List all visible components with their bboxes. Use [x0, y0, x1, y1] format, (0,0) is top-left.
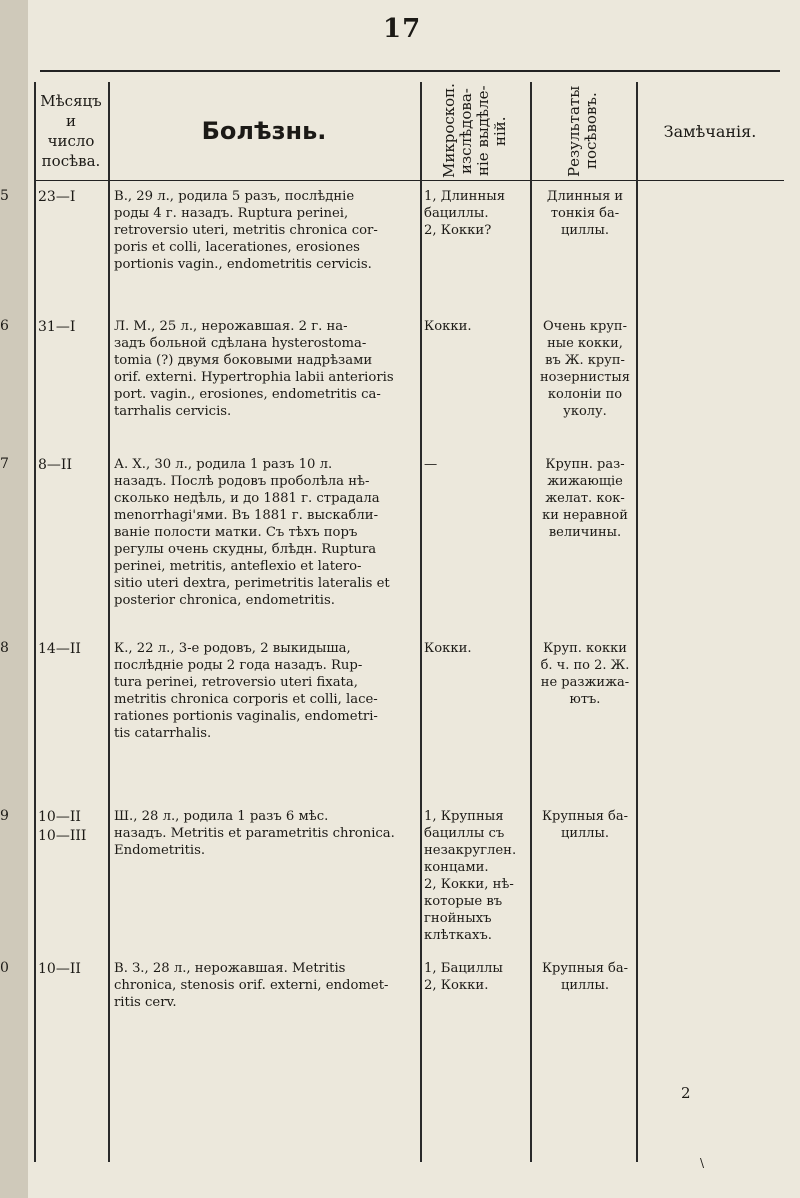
date-cell	[38, 318, 108, 337]
microscopy-line: Кокки.	[424, 641, 472, 656]
disease-description-line: metritis chronica corporis et colli, lace-	[114, 692, 378, 707]
header-results: Результаты посѣвовъ.	[565, 85, 600, 177]
culture-result-line: тонкія ба-	[550, 206, 620, 221]
microscopy-line: 1, Бациллы	[424, 961, 503, 976]
culture-result-cell	[532, 456, 638, 541]
culture-result-line: колоніи по	[547, 387, 623, 402]
corner-mark: 2	[681, 1084, 691, 1102]
header-month-line: Мѣсяцъ	[40, 92, 102, 110]
date-line: 23—I	[38, 189, 76, 205]
disease-description-cell	[114, 808, 424, 859]
disease-description-line: retroversio uteri, metritis chronica cor-	[114, 223, 378, 238]
header-results-cell	[530, 82, 636, 180]
microscopy-line: бациллы съ	[424, 826, 505, 841]
culture-result-line: ные кокки,	[547, 336, 623, 351]
microscopy-cell	[424, 456, 532, 473]
row-number: 8	[0, 640, 9, 656]
culture-result-cell	[532, 808, 638, 842]
disease-description-line: tarrhalis cervicis.	[114, 404, 232, 419]
disease-description-line: tomia (?) двумя боковыми надрѣзами	[114, 353, 373, 368]
culture-result-line: величины.	[548, 525, 622, 540]
header-month-line: число	[47, 132, 95, 150]
column-divider	[530, 82, 532, 1162]
culture-result-line: не разжижа-	[540, 675, 630, 690]
date-line: 10—III	[38, 828, 87, 844]
microscopy-line: 1, Длинныя	[424, 189, 506, 204]
culture-result-cell	[532, 318, 638, 420]
disease-description-line: tura perinei, retroversio uteri fixata,	[114, 675, 358, 690]
microscopy-line: 2, Кокки?	[424, 223, 492, 238]
disease-description-cell	[114, 960, 424, 1011]
disease-description-line: А. Х., 30 л., родила 1 разъ 10 л.	[114, 457, 333, 472]
date-line: 10—II	[38, 809, 81, 825]
disease-description-line: сколько недѣль, и до 1881 г. страдала	[114, 491, 380, 506]
culture-result-line: б. ч. по 2. Ж.	[540, 658, 630, 673]
microscopy-cell	[424, 640, 532, 657]
microscopy-line: 1, Крупныя	[424, 809, 504, 824]
header-month-cell	[34, 82, 108, 180]
disease-description-line: назадъ. Metritis et parametritis chronica.	[114, 826, 395, 841]
top-rule	[40, 70, 780, 72]
culture-result-line: уколу.	[563, 404, 607, 419]
disease-description-line: posterior chronica, endometritis.	[114, 593, 335, 608]
disease-description-line: rationes portionis vaginalis, endometri-	[114, 709, 378, 724]
header-notes: Замѣчанія.	[663, 121, 757, 141]
scan-margin	[0, 0, 28, 1198]
culture-result-line: нозернистыя	[540, 370, 630, 385]
disease-description-line: В. З., 28 л., нерожавшая. Metritis	[114, 961, 346, 976]
disease-description-line: назадъ. Послѣ родовъ проболѣла нѣ-	[114, 474, 370, 489]
header-microscopy: Микроскоп. изслѣдова- ніе выдѣле- ній.	[440, 83, 509, 179]
bottom-mark: \	[700, 1156, 705, 1170]
row-number: 5	[0, 188, 9, 204]
column-divider	[108, 82, 110, 1162]
row-number: 9	[0, 808, 9, 824]
table-header	[34, 82, 784, 181]
row-number: 7	[0, 456, 9, 472]
microscopy-cell	[424, 808, 532, 944]
culture-result-cell	[532, 960, 638, 994]
disease-description-line: роды 4 г. назадъ. Ruptura perinei,	[114, 206, 349, 221]
date-line: 8—II	[38, 457, 72, 473]
disease-description-line: К., 22 л., 3-е родовъ, 2 выкидыша,	[114, 641, 351, 656]
culture-result-line: Длинныя и	[546, 189, 624, 204]
header-month-line: и	[66, 112, 76, 130]
disease-description-line: menorrhagi'ями. Въ 1881 г. выскабли-	[114, 508, 379, 523]
microscopy-line: 2, Кокки.	[424, 978, 489, 993]
culture-result-line: циллы.	[560, 826, 610, 841]
culture-result-line: въ Ж. круп-	[545, 353, 625, 368]
disease-description-cell	[114, 318, 424, 420]
microscopy-line: незакруглен.	[424, 843, 517, 858]
culture-result-line: жижающіе	[547, 474, 623, 489]
disease-description-line: послѣдніе роды 2 года назадъ. Rup-	[114, 658, 363, 673]
disease-description-line: задъ больной сдѣлана hysterostoma-	[114, 336, 367, 351]
disease-description-line: Л. М., 25 л., нерожавшая. 2 г. на-	[114, 319, 348, 334]
date-cell	[38, 808, 108, 846]
culture-result-line: Очень круп-	[543, 319, 627, 334]
disease-description-cell	[114, 640, 424, 742]
culture-result-cell	[532, 640, 638, 708]
disease-description-line: ritis cerv.	[114, 995, 177, 1010]
culture-result-line: Крупн. раз-	[545, 457, 625, 472]
date-line: 10—II	[38, 961, 81, 977]
culture-result-line: циллы.	[560, 978, 610, 993]
row-number: 6	[0, 318, 9, 334]
date-line: 31—I	[38, 319, 76, 335]
disease-description-line: perinei, metritis, anteflexio et latero-	[114, 559, 362, 574]
culture-result-line: Крупныя ба-	[541, 961, 628, 976]
culture-result-line: Крупныя ба-	[541, 809, 628, 824]
date-cell	[38, 188, 108, 207]
microscopy-cell	[424, 188, 532, 239]
page-number: 17	[383, 14, 422, 44]
microscopy-line: концами.	[424, 860, 489, 875]
culture-result-line: желат. кок-	[545, 491, 625, 506]
row-number: 0	[0, 960, 9, 976]
disease-description-cell	[114, 188, 424, 273]
column-divider	[34, 82, 36, 1162]
disease-description-line: В., 29 л., родила 5 разъ, послѣдніе	[114, 189, 355, 204]
culture-result-line: циллы.	[560, 223, 610, 238]
culture-result-line: ютъ.	[569, 692, 601, 707]
microscopy-line: бациллы.	[424, 206, 489, 221]
header-disease: Болѣзнь.	[201, 117, 327, 145]
microscopy-cell	[424, 318, 532, 335]
culture-result-cell	[532, 188, 638, 239]
disease-description-line: portionis vagin., endometritis cervicis.	[114, 257, 372, 272]
date-cell	[38, 456, 108, 475]
microscopy-line: 2, Кокки, нѣ-	[424, 877, 514, 892]
disease-description-line: регулы очень скудны, блѣдн. Ruptura	[114, 542, 377, 557]
microscopy-line: Кокки.	[424, 319, 472, 334]
disease-description-line: orif. externi. Hypertrophia labii anterioris	[114, 370, 394, 385]
date-line: 14—II	[38, 641, 81, 657]
microscopy-line: которые въ	[424, 894, 503, 909]
culture-result-line: Круп. кокки	[543, 641, 627, 656]
disease-description-line: Endometritis.	[114, 843, 206, 858]
microscopy-cell	[424, 960, 532, 994]
header-microscopy-cell	[420, 82, 530, 180]
culture-result-line: ки неравной	[542, 508, 628, 523]
header-month-line: посѣва.	[41, 152, 101, 170]
disease-description-line: ваніе полости матки. Съ тѣхъ поръ	[114, 525, 358, 540]
date-cell	[38, 640, 108, 659]
column-divider	[636, 82, 638, 1162]
disease-description-line: tis catarrhalis.	[114, 726, 212, 741]
disease-description-line: sitio uteri dextra, perimetritis lateralis et	[114, 576, 390, 591]
disease-description-line: Ш., 28 л., родила 1 разъ 6 мѣс.	[114, 809, 329, 824]
disease-description-line: chronica, stenosis orif. externi, endomet-	[114, 978, 389, 993]
microscopy-line: клѣткахъ.	[424, 928, 492, 943]
disease-description-line: port. vagin., erosiones, endometritis ca-	[114, 387, 381, 402]
disease-description-cell	[114, 456, 424, 609]
microscopy-line: —	[424, 457, 438, 472]
date-cell	[38, 960, 108, 979]
disease-description-line: poris et colli, lacerationes, erosiones	[114, 240, 360, 255]
microscopy-line: гнойныхъ	[424, 911, 492, 926]
